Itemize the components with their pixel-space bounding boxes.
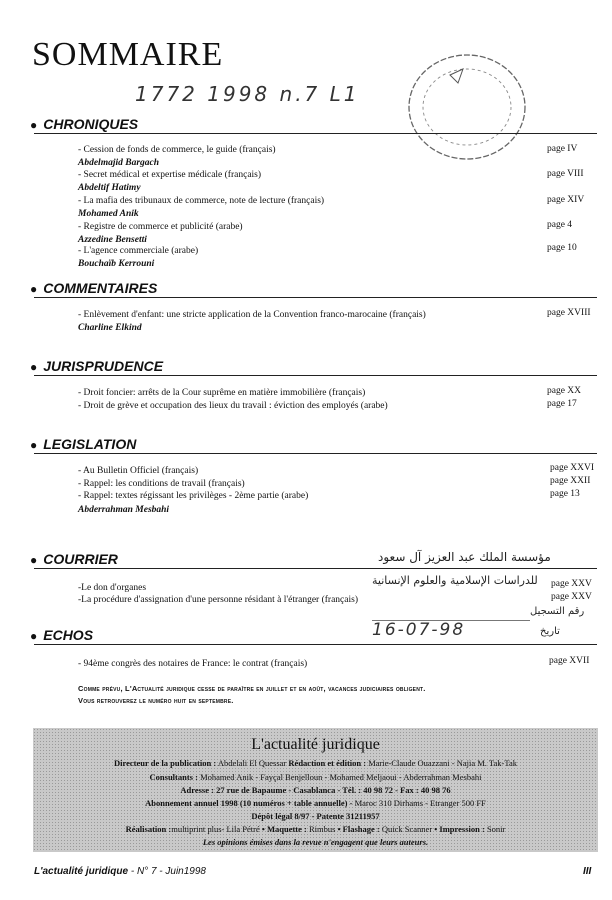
- entry-page: page IV: [547, 144, 578, 154]
- entry-text: - Rappel: textes régissant les privilèges - 2ème partie (arabe): [78, 491, 309, 501]
- entry-text: - Cession de fonds de commerce, le guide (français): [78, 145, 276, 155]
- entry-page: page XX: [547, 386, 582, 396]
- masthead-disclaimer: Les opinions émises dans la revue n'engagent que leurs auteurs.: [202, 837, 429, 847]
- entry-text: - Droit foncier: arrêts de la Cour suprême en matière immobilière (français): [78, 388, 366, 398]
- bullet-icon: ●: [30, 282, 38, 296]
- entry-page: page XXVI: [550, 463, 595, 473]
- bullet-icon: ●: [30, 553, 38, 567]
- masthead-box: [33, 728, 598, 852]
- bullet-icon: ●: [30, 360, 38, 374]
- section-jurisprudence: ● JURISPRUDENCE: [30, 358, 164, 374]
- section-divider: [34, 133, 597, 134]
- arabic-stamp-label: رقم التسجيل: [530, 606, 585, 617]
- bullet-icon: ●: [30, 118, 38, 132]
- notice-line: Vous retrouverez le numéro huit en septembre.: [78, 696, 234, 705]
- arabic-stamp-line: للدراسات الإسلامية والعلوم الإنسانية: [372, 574, 538, 587]
- masthead-subscription: Abonnement annuel 1998 (10 numéros + table annuelle) - Maroc 310 Dirhams - Etranger 500 FF: [145, 798, 486, 808]
- handwritten-reference: 1772 1998 n.7 L1: [135, 82, 360, 106]
- notice-line: Comme prévu, L'Actualité juridique cesse de paraître en juillet et en août, vacances judiciaires obligent.: [78, 684, 426, 693]
- handwritten-date: 16-07-98: [372, 620, 466, 640]
- arabic-stamp-line: مؤسسة الملك عبد العزيز آل سعود: [378, 550, 551, 564]
- entry-page: page 17: [547, 399, 577, 409]
- footer-journal: L'actualité juridique - N° 7 - Juin1998: [34, 866, 206, 877]
- entry-page: page XXII: [550, 476, 591, 486]
- entry-text: - Registre de commerce et publicité (arabe): [78, 222, 243, 232]
- section-divider: [34, 644, 597, 645]
- masthead-title: L'actualité juridique: [251, 736, 380, 753]
- section-courrier: ● COURRIER: [30, 551, 118, 567]
- bullet-icon: ●: [30, 438, 38, 452]
- library-stamp-icon: [395, 45, 535, 165]
- entry-text: - Droit de grève et occupation des lieux du travail : éviction des employés (arabe): [78, 401, 388, 411]
- masthead-consultants: Consultants : Mohamed Anik - Fayçal Benjelloun - Mohamed Meljaoui - Abderrahman Mesbahi: [149, 772, 482, 782]
- section-legislation: ● LEGISLATION: [30, 436, 137, 452]
- entry-author: Mohamed Anik: [78, 209, 139, 219]
- entry-page: page 4: [547, 220, 573, 230]
- entry-text: - Secret médical et expertise médicale (français): [78, 170, 262, 180]
- entry-text: - L'agence commerciale (arabe): [78, 246, 199, 256]
- entry-text: - Enlèvement d'enfant: une stricte application de la Convention franco-marocaine (français): [78, 310, 426, 320]
- masthead-address: Adresse : 27 rue de Bapaume - Casablanca - Tél. : 40 98 72 - Fax : 40 98 76: [180, 785, 451, 795]
- section-divider: [34, 568, 597, 569]
- arabic-stamp-label: تاريخ: [540, 626, 560, 637]
- entry-page: page XIV: [547, 195, 585, 205]
- entry-page: page 10: [547, 243, 577, 253]
- entry-page: page XVIII: [547, 308, 591, 318]
- entry-page: page XXV: [551, 592, 592, 602]
- entry-text: - Rappel: les conditions de travail (français): [78, 479, 245, 489]
- section-divider: [34, 297, 597, 298]
- masthead-legal: Dépôt légal 8/97 - Patente 31211957: [251, 811, 380, 821]
- section-divider: [34, 453, 597, 454]
- entry-text: - 94ème congrès des notaires de France: le contrat (français): [78, 659, 308, 669]
- masthead-credits: Directeur de la publication : Abdelali El Quessar Rédaction et édition : Marie-Claude Ouazzani - Najia M. Tak-Tak: [114, 758, 517, 768]
- entry-page: page 13: [550, 489, 580, 499]
- entry-page: page VIII: [547, 169, 584, 179]
- entry-text: -Le don d'organes: [78, 583, 147, 593]
- masthead-production: Réalisation :multiprint plus- Lila Pétré • Maquette : Rimbus • Flashage : Quick Scanner • Impression : Sonir: [125, 824, 506, 834]
- entry-author: Abderrahman Mesbahi: [78, 505, 170, 515]
- bullet-icon: ●: [30, 629, 38, 643]
- section-chroniques: ● CHRONIQUES: [30, 116, 139, 132]
- entry-author: Abdelmajid Bargach: [78, 158, 160, 168]
- entry-author: Bouchaïb Kerrouni: [78, 259, 155, 269]
- entry-text: -La procédure d'assignation d'une personne résidant à l'étranger (français): [78, 595, 358, 605]
- entry-page: page XVII: [549, 656, 590, 666]
- entry-text: - La mafia des tribunaux de commerce, note de lecture (français): [78, 196, 325, 206]
- section-echos: ● ECHOS: [30, 627, 94, 643]
- section-divider: [34, 375, 597, 376]
- page-number: III: [583, 866, 592, 877]
- entry-page: page XXV: [551, 579, 592, 589]
- section-commentaires: ● COMMENTAIRES: [30, 280, 158, 296]
- entry-text: - Au Bulletin Officiel (français): [78, 466, 199, 476]
- entry-author: Charline Elkind: [78, 323, 142, 333]
- entry-author: Abdeltif Hatimy: [78, 183, 141, 193]
- entry-author: Azzedine Bensetti: [78, 235, 147, 245]
- page-title: SOMMAIRE: [32, 36, 224, 73]
